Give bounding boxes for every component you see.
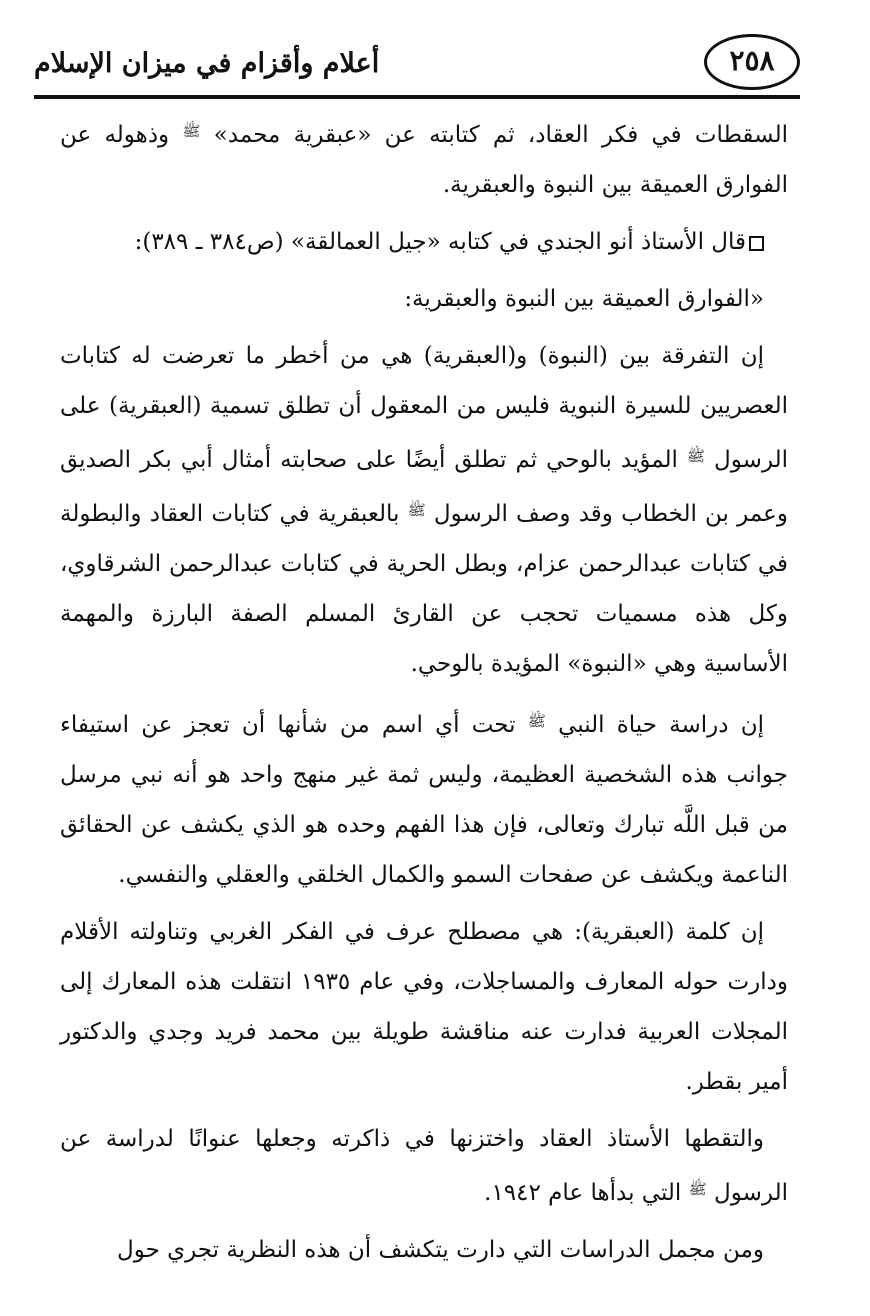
salawat-honorific: ﷺ [686, 447, 706, 465]
paragraph-text: السقطات في فكر العقاد، ثم كتابته عن «عبقرية محمد» [213, 122, 788, 148]
paragraph-text: إن كلمة (العبقرية): هي مصطلح عرف في الفكر الغربي وتناولته الأقلام ودارت حوله المعارف والمساجلات، وفي عام ١٩٣٥ انتقلت هذه المعارك إلى المجلات العربية فدارت عنه مناقشة طويلة بين محمد فريد وجدي والدكتور أمير بقطر. [60, 919, 788, 1095]
paragraph-quote-intro [60, 217, 788, 267]
salawat-honorific: ﷺ [688, 1180, 707, 1198]
page-body [60, 106, 788, 1282]
paragraph-text: بالعبقرية في كتابات العقاد والبطولة في كتابات عبدالرحمن عزام، وبطل الحرية في كتابات عبدالرحمن الشرقاوي، وكل هذه مسميات تحجب عن القارئ المسلم الصفة البارزة والمهمة الأساسية وهي «النبوة» المؤيدة بالوحي. [60, 501, 788, 677]
paragraph-text: قال الأستاذ أنو الجندي في كتابه «جيل العمالقة» (ص٣٨٤ ـ ٣٨٩): [134, 229, 746, 255]
paragraph-text: التي بدأها عام ١٩٤٢. [484, 1180, 682, 1206]
paragraph-text: إن التفرقة بين (النبوة) و(العبقرية) هي من أخطر ما تعرضت له كتابات العصريين للسيرة النبوية فليس من المعقول أن تطلق تسمية (العبقرية) على الرسول [60, 343, 788, 473]
paragraph [60, 331, 788, 689]
paragraph-text: «الفوارق العميقة بين النبوة والعبقرية: [404, 286, 764, 312]
paragraph-text: وذهوله عن الفوارق العميقة بين النبوة والعبقرية. [60, 122, 788, 198]
paragraph [60, 1225, 788, 1275]
page-header [34, 30, 800, 100]
paragraph-text: ومن مجمل الدراسات التي دارت يتكشف أن هذه النظرية تجري حول [116, 1237, 764, 1263]
salawat-honorific: ﷺ [527, 712, 546, 730]
paragraph-quote-heading [60, 274, 788, 324]
paragraph-text: تحت أي اسم من شأنها أن تعجز عن استيفاء جوانب هذه الشخصية العظيمة، وليس ثمة غير منهج واحد هو أنه نبي مرسل من قبل اللَّه تبارك وتعالى، فإن هذا الفهم وحده هو الذي يكشف عن الحقائق الناعمة ويكشف عن صفحات السمو والكمال الخلقي والعقلي والنفسي. [60, 712, 788, 888]
paragraph-continuation [60, 106, 788, 210]
paragraph-text: المؤيد بالوحي ثم تطلق أيضًا على صحابته أمثال أبي بكر الصديق وعمر بن الخطاب وقد وصف الرسول [60, 447, 788, 527]
square-bullet-icon [749, 236, 764, 251]
salawat-honorific: ﷺ [407, 501, 426, 519]
page-number: ٢٥٨ [704, 34, 800, 90]
header-rule [34, 95, 800, 99]
paragraph [60, 907, 788, 1107]
paragraph [60, 1114, 788, 1218]
running-title: أعلام وأقزام في ميزان الإسلام [34, 48, 380, 79]
salawat-honorific: ﷺ [182, 122, 201, 140]
paragraph-text: والتقطها الأستاذ العقاد واختزنها في ذاكرته وجعلها عنوانًا لدراسة عن الرسول [60, 1126, 788, 1206]
paragraph-text: إن دراسة حياة النبي [558, 712, 765, 738]
paragraph [60, 696, 788, 900]
